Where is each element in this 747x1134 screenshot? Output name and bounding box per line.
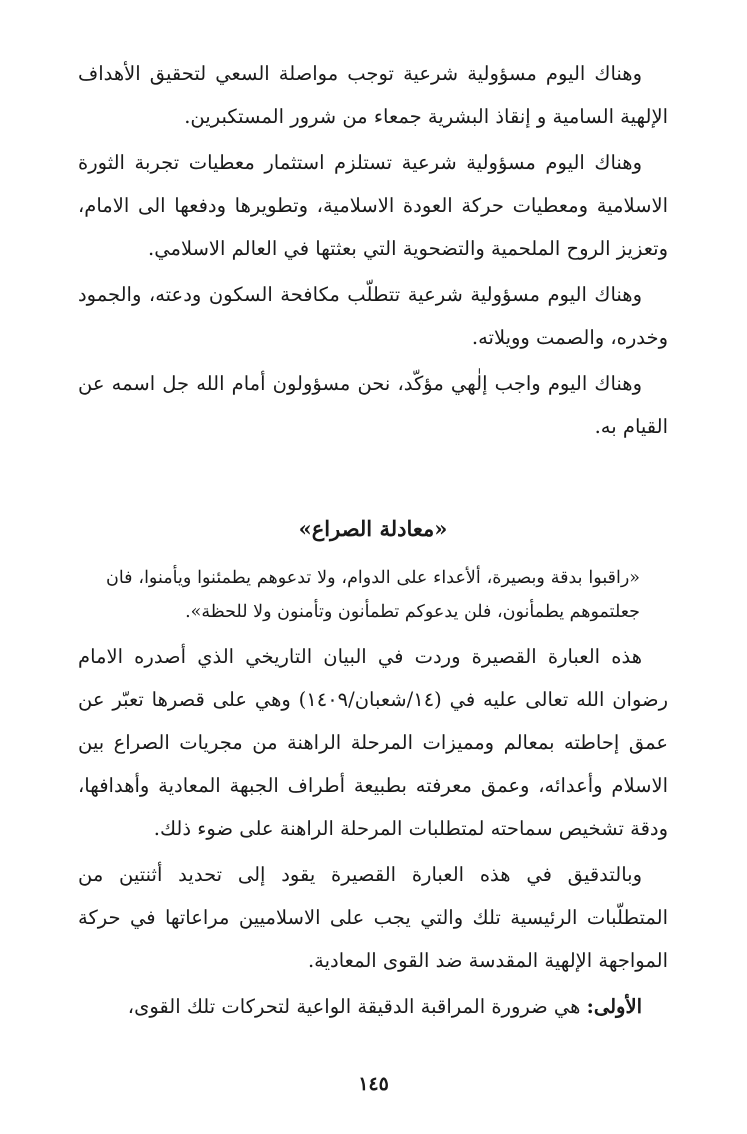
paragraph-2: وهناك اليوم مسؤولية شرعية تستلزم استثمار معطيات تجربة الثورة الاسلامية ومعطيات حركة العودة الاسلامية، وتطويرها ودفعها الى الامام، وتعزيز الروح الملحمية والتضحوية التي بعثتها في العالم الاسلامي.: [78, 151, 668, 260]
block-quote: «راقبوا بدقة وبصيرة، ألأعداء على الدوام، ولا تدعوهم يطمئنوا ويأمنوا، فان جعلتموهم يطمأنون، فلن يدعوكم تطمأنون وتأمنون ولا للحظة».: [106, 568, 640, 622]
page-number: ١٤٥: [358, 1073, 389, 1095]
paragraph-1: وهناك اليوم مسؤولية شرعية توجب مواصلة السعي لتحقيق الأهداف الإلهية السامية و إنقاذ البشرية جمعاء من شرور المستكبرين.: [78, 62, 668, 128]
paragraph-3: وهناك اليوم مسؤولية شرعية تتطلّب مكافحة السكون ودعته، والجمود وخدره، والصمت وويلاته.: [78, 283, 668, 349]
paragraph-7: [78, 985, 668, 1028]
section-heading: «معادلة الصراع»: [298, 516, 448, 541]
paragraph-6: وبالتدقيق في هذه العبارة القصيرة يقود إلى تحديد أثنتين من المتطلّبات الرئيسية تلك والتي يجب على الاسلاميين مراعاتها في حركة المواجهة الإلهية المقدسة ضد القوى المعادية.: [78, 863, 668, 972]
paragraph-4: وهناك اليوم واجب إلٰهي مؤكّد، نحن مسؤولون أمام الله جل اسمه عن القيام به.: [78, 372, 668, 438]
paragraph-lead-word: الأولى:: [586, 995, 642, 1018]
paragraph-7-text: هي ضرورة المراقبة الدقيقة الواعية لتحركات تلك القوى،: [127, 995, 587, 1018]
book-page: [78, 52, 668, 1028]
paragraph-5: هذه العبارة القصيرة وردت في البيان التاريخي الذي أصدره الامام رضوان الله تعالى عليه في (١٤/شعبان/١٤٠٩) وهي على قصرها تعبّر عن عمق إحاطته بمعالم ومميزات المرحلة الراهنة من مجريات الصراع بين الاسلام وأعدائه، وعمق معرفته بطبيعة أطراف الجبهة المعادية وأهدافها، ودقة تشخيص سماحته لمتطلبات المرحلة الراهنة على ضوء ذلك.: [78, 645, 668, 840]
